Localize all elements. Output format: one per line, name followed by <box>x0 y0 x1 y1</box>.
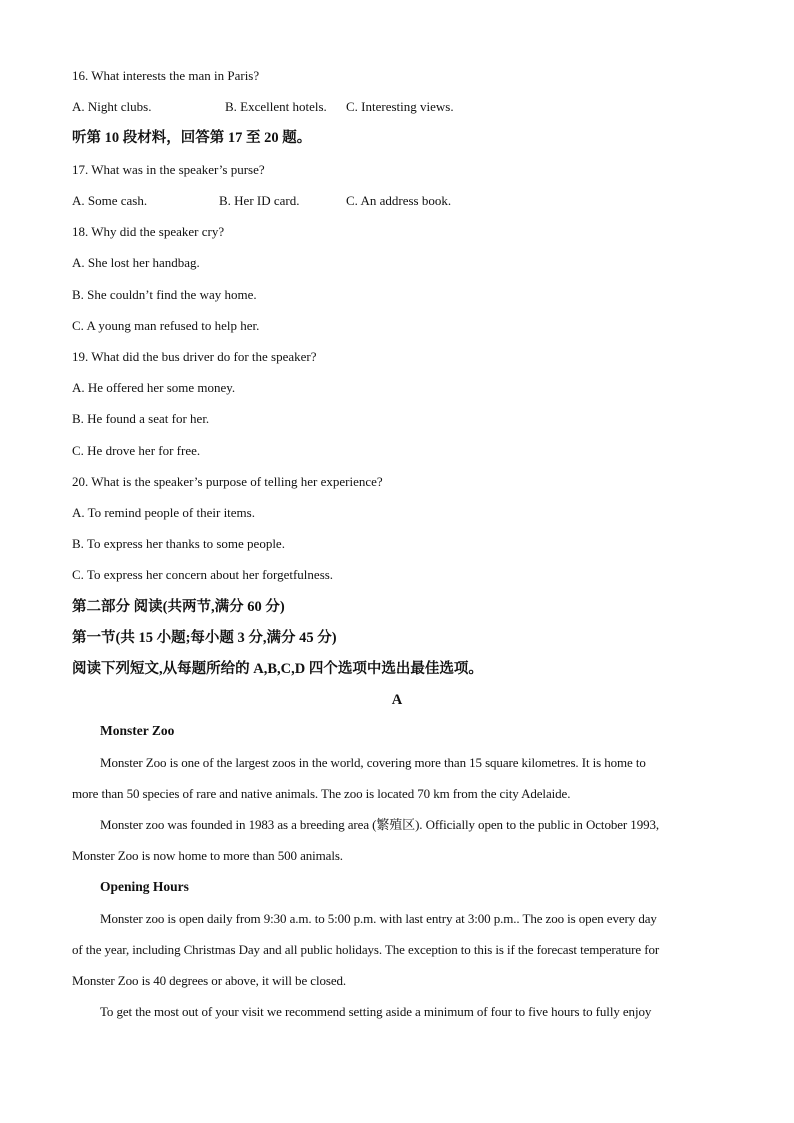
paragraph-3-line-2: of the year, including Christmas Day and all public holidays. The exception to this is if the forecast temperature for <box>72 942 660 957</box>
paragraph-1-line-2: more than 50 species of rare and native animals. The zoo is located 70 km from the city Adelaide. <box>72 786 571 801</box>
paragraph-2-line-2: Monster Zoo is now home to more than 500 animals. <box>72 848 343 863</box>
option-b: B. Her ID card. <box>219 193 300 208</box>
passage-letter: A <box>391 692 403 708</box>
paragraph-3-line-1: Monster zoo is open daily from 9:30 a.m. to 5:00 p.m. with last entry at 3:00 p.m.. The zoo is open every day <box>100 911 657 926</box>
option-a: A. Night clubs. <box>72 99 152 114</box>
option-c: C. Interesting views. <box>346 99 454 114</box>
question-20-option-b: B. To express her thanks to some people. <box>72 536 285 551</box>
question-19: 19. What did the bus driver do for the speaker? <box>72 349 317 364</box>
option-a: A. Some cash. <box>72 193 148 208</box>
passage-title: Monster Zoo <box>100 723 175 738</box>
paragraph-4-line-1: To get the most out of your visit we recommend setting aside a minimum of four to five hours to fully enjoy <box>100 1004 652 1019</box>
question-18: 18. Why did the speaker cry? <box>72 224 225 239</box>
question-19-option-c: C. He drove her for free. <box>72 443 201 458</box>
question-20-option-a: A. To remind people of their items. <box>72 505 255 520</box>
section-10-header: 听第 10 段材料，回答第 17 至 20 题。 <box>72 130 312 146</box>
option-c: C. An address book. <box>346 193 452 208</box>
question-20: 20. What is the speaker’s purpose of telling her experience? <box>72 474 383 489</box>
question-18-option-c: C. A young man refused to help her. <box>72 318 260 333</box>
paragraph-2-line-1: Monster zoo was founded in 1983 as a breeding area (繁殖区). Officially open to the public in October 1993, <box>100 817 660 832</box>
section-subtitle: Opening Hours <box>100 879 189 894</box>
question-18-option-b: B. She couldn’t find the way home. <box>72 287 257 302</box>
paragraph-1-line-1: Monster Zoo is one of the largest zoos in the world, covering more than 15 square kilometres. It is home to <box>100 755 646 770</box>
question-18-option-a: A. She lost her handbag. <box>72 255 200 270</box>
section-1-header: 第一节(共 15 小题;每小题 3 分,满分 45 分) <box>72 630 337 646</box>
question-17: 17. What was in the speaker’s purse? <box>72 162 265 177</box>
question-17-options <box>72 193 451 209</box>
question-16-options <box>72 99 454 115</box>
question-16: 16. What interests the man in Paris? <box>72 68 260 83</box>
paragraph-3-line-3: Monster Zoo is 40 degrees or above, it will be closed. <box>72 973 347 988</box>
option-b: B. Excellent hotels. <box>225 99 327 114</box>
question-19-option-a: A. He offered her some money. <box>72 380 236 395</box>
reading-instruction: 阅读下列短文,从每题所给的 A,B,C,D 四个选项中选出最佳选项。 <box>72 661 483 677</box>
part-2-header: 第二部分 阅读(共两节,满分 60 分) <box>72 599 285 615</box>
question-19-option-b: B. He found a seat for her. <box>72 411 210 426</box>
question-20-option-c: C. To express her concern about her forgetfulness. <box>72 567 334 582</box>
